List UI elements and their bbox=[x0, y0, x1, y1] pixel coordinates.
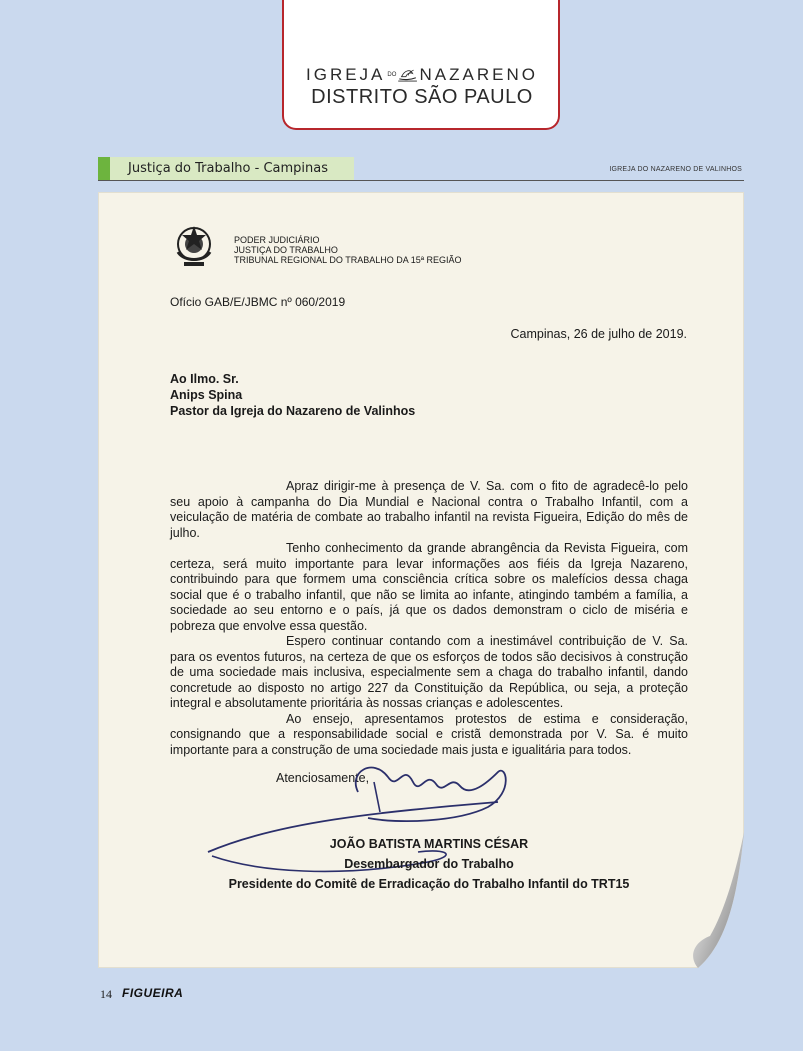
brand-right: NAZARENO bbox=[419, 65, 538, 84]
issuer-line: PODER JUDICIÁRIO bbox=[234, 235, 320, 245]
page-curl bbox=[658, 832, 744, 968]
reference-number: Ofício GAB/E/JBMC nº 060/2019 bbox=[170, 295, 346, 309]
magazine-logo: FIGUEIRA bbox=[122, 986, 184, 1000]
addressee-line: Pastor da Igreja do Nazareno de Valinhos bbox=[170, 404, 416, 418]
body-paragraph: Ao ensejo, apresentamos protestos de estima e consideração, consignando que a responsabilidade social e cristã demonstrada por V. Sa. é muito importante para a construção de uma sociedade mais justa e igualitária para todos. bbox=[170, 711, 688, 757]
letter-date: Campinas, 26 de julho de 2019. bbox=[510, 327, 687, 341]
masthead bbox=[282, 0, 560, 130]
issuer-block bbox=[234, 235, 462, 265]
issuer-line: TRIBUNAL REGIONAL DO TRABALHO DA 15ª REGIÃO bbox=[234, 255, 462, 265]
national-coat-of-arms-icon bbox=[170, 222, 218, 270]
page-number: 14 bbox=[100, 987, 112, 1001]
body-paragraph: Espero continuar contando com a inestimável contribuição de V. Sa. para os eventos futuros, na certeza de que os esforços de todos são decisivos à construção de uma sociedade mais inclusiva, especialmente sem a chaga do trabalho infantil, dando concretude ao disposto no artigo 227 da Constituição da República, ou seja, a proteção integral e absolutamente prioritária às nossas crianças e adolescentes. bbox=[170, 634, 688, 710]
district-title: DISTRITO SÃO PAULO bbox=[311, 86, 533, 108]
issuer-line: JUSTIÇA DO TRABALHO bbox=[234, 245, 338, 255]
section-right-label: IGREJA DO NAZARENO DE VALINHOS bbox=[609, 166, 742, 173]
section-title: Justiça do Trabalho - Campinas bbox=[98, 157, 354, 180]
addressee-line: Ao Ilmo. Sr. bbox=[170, 372, 239, 386]
closing: Atenciosamente, bbox=[276, 771, 370, 785]
signer-title: Desembargador do Trabalho bbox=[344, 857, 514, 871]
addressee-line: Anips Spina bbox=[170, 388, 243, 402]
body-paragraph: Tenho conhecimento da grande abrangência da Revista Figueira, com certeza, será muito importante para levar informações aos fiéis da Igreja Nazareno, contribuindo para que formem uma consciência crítica sobre os malefícios dessa chaga social que é o trabalho infantil, que não se limita ao infante, atingindo também a família, a sociedade ao seu entorno e o país, já que os dados demonstram o ciclo de miséria e pobreza que envolve essa questão. bbox=[170, 541, 688, 633]
body-paragraph: Apraz dirigir-me à presença de V. Sa. com o fito de agradecê-lo pelo seu apoio à campanha do Dia Mundial e Nacional contra o Trabalho Infantil, com a veiculação de matéria de combate ao trabalho infantil na revista Figueira, Edição do mês de julho. bbox=[170, 479, 688, 540]
signer-name: JOÃO BATISTA MARTINS CÉSAR bbox=[329, 837, 529, 851]
signer-role: Presidente do Comitê de Erradicação do Trabalho Infantil do TRT15 bbox=[228, 877, 630, 891]
brand-left: IGREJA bbox=[306, 65, 386, 84]
letter-scan bbox=[98, 192, 744, 968]
brand-do: DO bbox=[387, 72, 397, 78]
signer-block bbox=[170, 834, 688, 894]
letter-body bbox=[170, 479, 688, 758]
addressee-block bbox=[170, 371, 415, 419]
section-divider bbox=[98, 180, 744, 181]
